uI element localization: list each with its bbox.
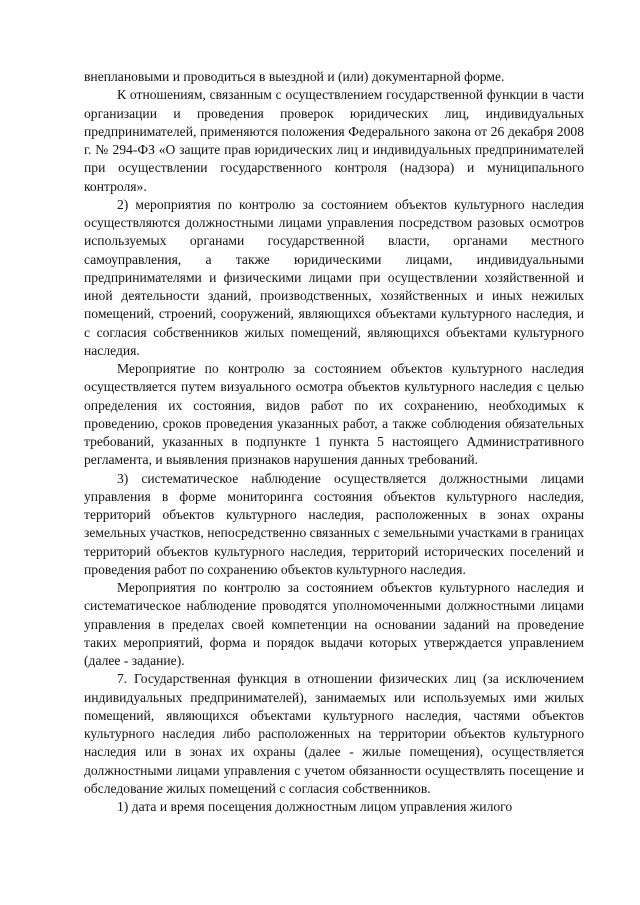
document-page — [84, 68, 584, 816]
paragraph-4: Мероприятие по контролю за состоянием объектов культурного наследия осуществляется путем визуального осмотра объектов культурного наследия с целью определения их состояния, видов работ по их сохранению, необходимых к проведению, сроков проведения указанных работ, а также соблюдения обязательных требований, указанных в подпункте 1 пункта 5 настоящего Административного регламента, и выявления признаков нарушения данных требований. — [84, 361, 584, 468]
paragraph-7: 7. Государственная функция в отношении физических лиц (за исключением индивидуальных предпринимателей), занимаемых или используемых ими жилых помещений, являющихся объектами культурного наследия, частями объектов культурного наследия либо расположенных на территории объектов культурного наследия или в зонах их охраны (далее - жилые помещения), осуществляется должностными лицами управления с учетом обязанности осуществлять посещение и обследование жилых помещений с согласия собственников. — [84, 671, 584, 796]
paragraph-5: 3) систематическое наблюдение осуществляется должностными лицами управления в форме мониторинга состояния объектов культурного наследия, территорий объектов культурного наследия, расположенных в зонах охраны земельных участков, непосредственно связанных с земельными участками в границах территорий объектов культурного наследия, территорий исторических поселений и проведения работ по сохранению объектов культурного наследия. — [84, 470, 584, 577]
paragraph-3: 2) мероприятия по контролю за состоянием объектов культурного наследия осуществляются должностными лицами управления посредством разовых осмотров используемых органами государственной власти, органами местного самоуправления, а также юридическими лицами, индивидуальными предпринимателями и физическими лицами при осуществлении хозяйственной и иной деятельности зданий, производственных, хозяйственных и иных нежилых помещений, строений, сооружений, являющихся объектами культурного наследия, и с согласия собственников жилых помещений, являющихся объектами культурного наследия. — [84, 196, 584, 358]
paragraph-8: 1) дата и время посещения должностным лицом управления жилого — [117, 799, 513, 814]
paragraph-2: К отношениям, связанным с осуществлением государственной функции в части организации и проведения проверок юридических лиц, индивидуальных предпринимателей, применяются положения Федерального закона от 26 декабря 2008 г. № 294-ФЗ «О защите прав юридических лиц и индивидуальных предпринимателей при осуществлении государственного контроля (надзора) и муниципального контроля». — [84, 87, 584, 194]
paragraph-1: внеплановыми и проводиться в выездной и (или) документарной форме. — [84, 69, 505, 84]
paragraph-6: Мероприятия по контролю за состоянием объектов культурного наследия и систематическое наблюдение проводятся уполномоченными должностными лицами управления в пределах своей компетенции на основании заданий на проведение таких мероприятий, форма и порядок выдачи которых утверждается управлением (далее - задание). — [84, 580, 584, 668]
